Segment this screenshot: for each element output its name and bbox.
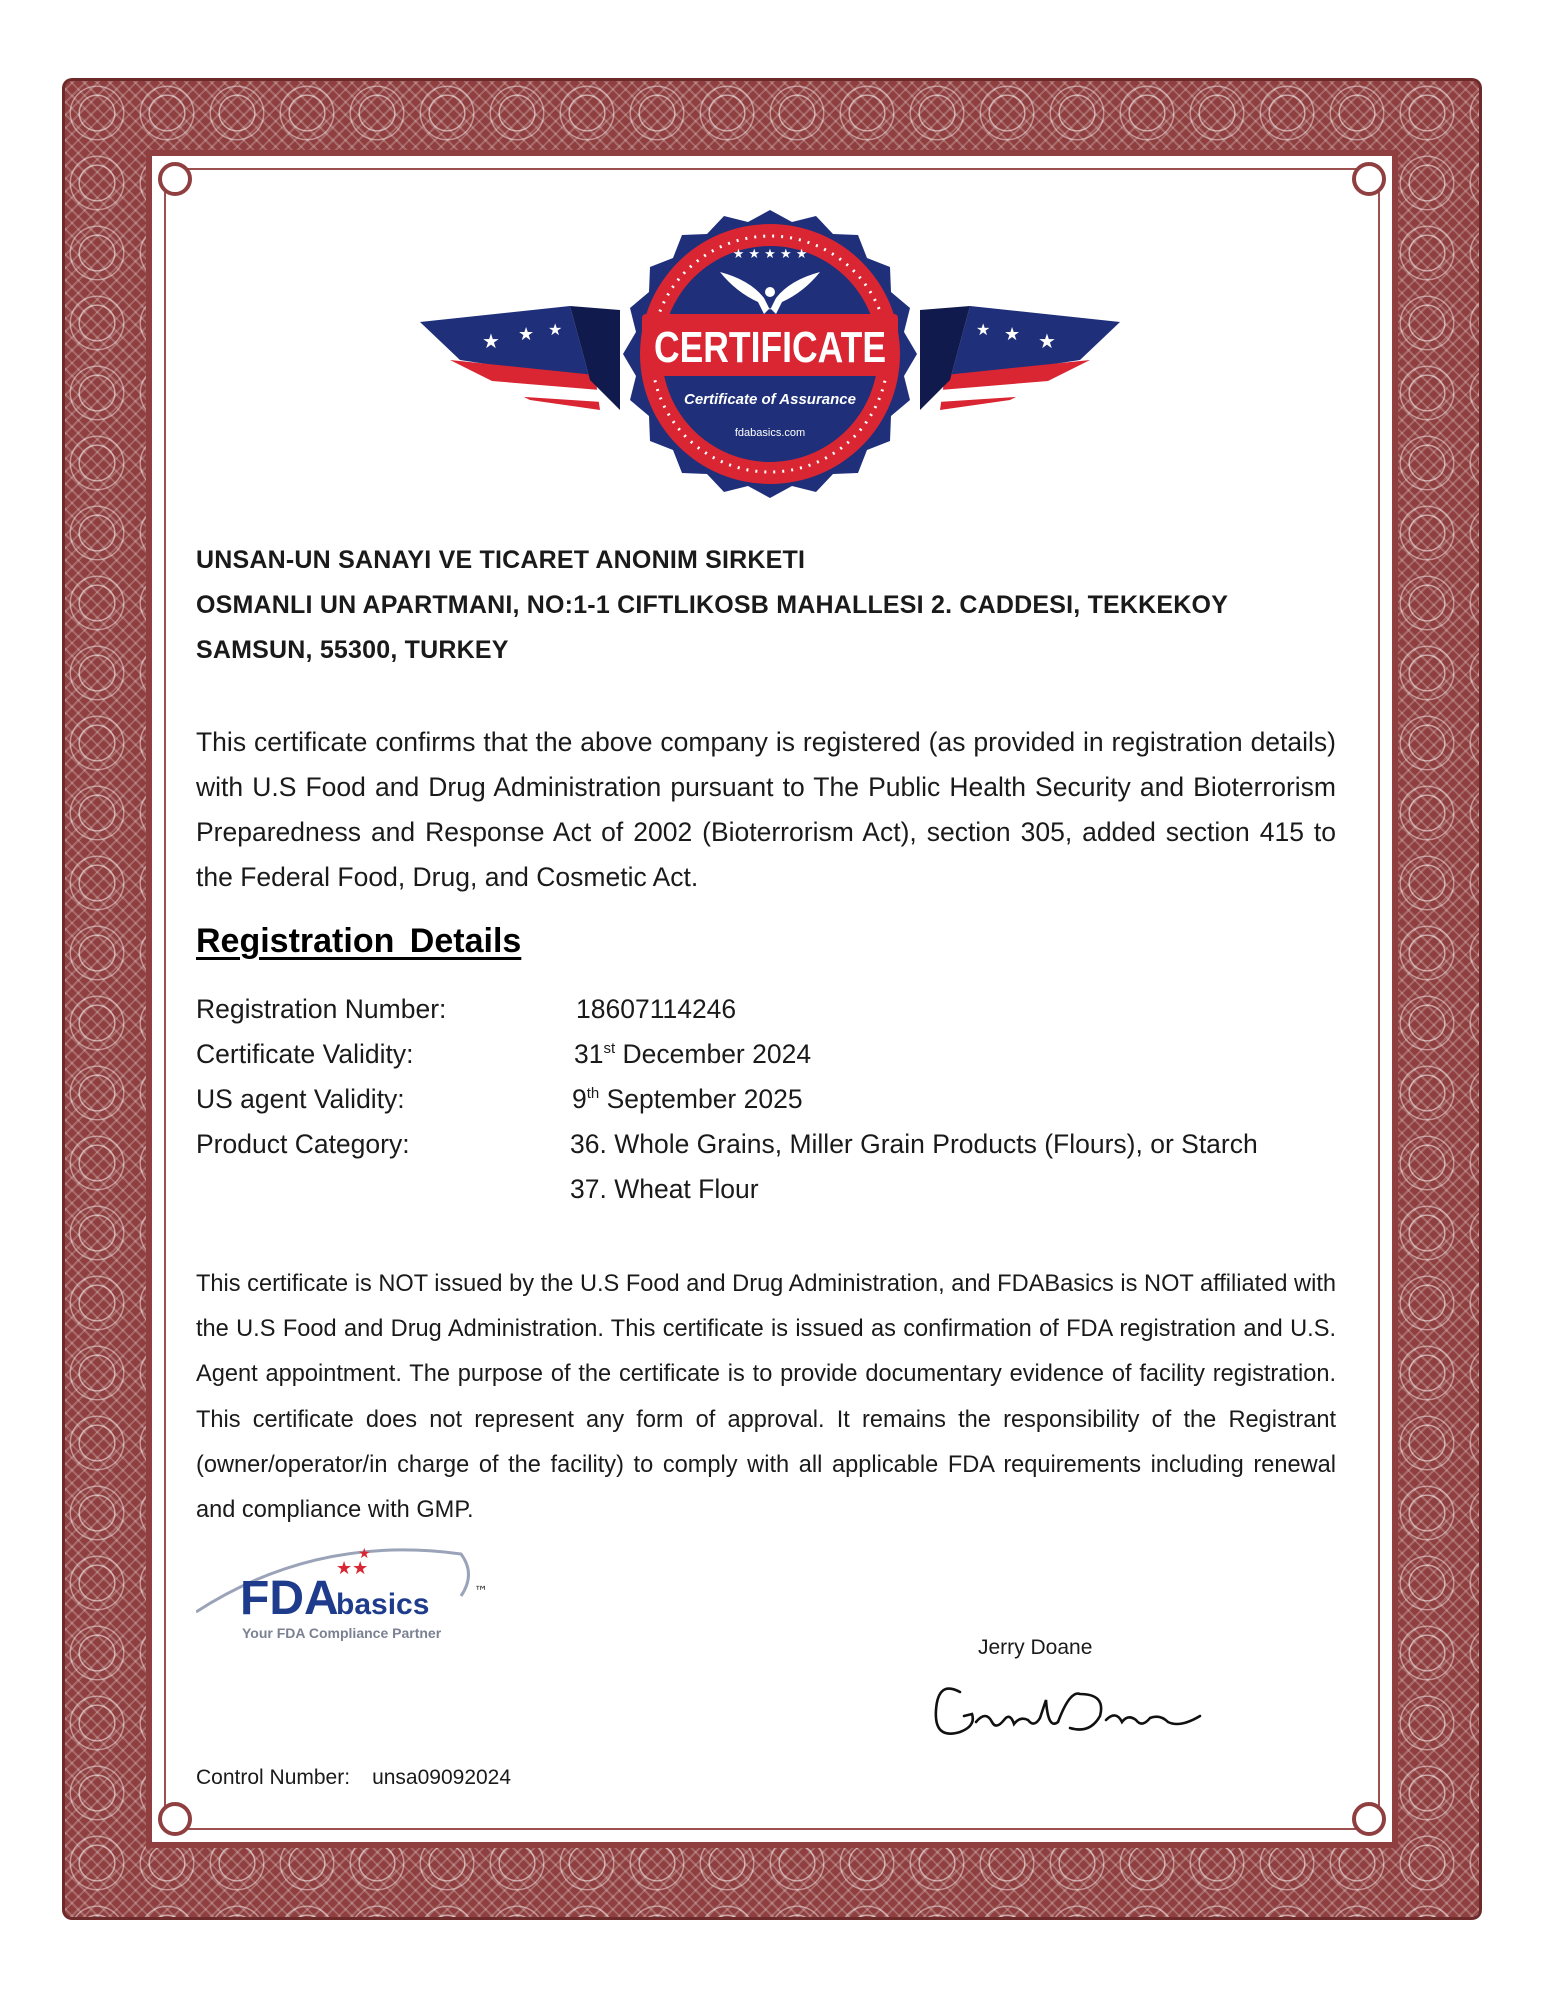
agent-validity-value	[572, 1084, 803, 1115]
certificate-validity-label: Certificate Validity:	[196, 1039, 414, 1069]
agent-validity-day: 9	[572, 1084, 587, 1114]
disclaimer-paragraph: This certificate is NOT issued by the U.S Food and Drug Administration, and FDABasics is NOT affiliated with the U.S Food and Drug Administration. This certificate is issued as confirmation of FDA registration and U.S. Agent appointment. The purpose of the certificate is to provide documentary evidence of facility registration. This certificate does not represent any form of approval. It remains the responsibility of the Registrant (owner/operator/in charge of the facility) to comply with all applicable FDA requirements including renewal and compliance with GMP.	[196, 1271, 1336, 1524]
left-ribbon-icon	[420, 306, 620, 410]
product-category-label: Product Category:	[196, 1129, 410, 1159]
svg-text:★ ★ ★ ★ ★: ★ ★ ★ ★ ★	[732, 247, 808, 262]
corner-ornament-icon	[1352, 1802, 1386, 1836]
svg-text:★: ★	[482, 329, 500, 353]
logo-tagline: Your FDA Compliance Partner	[242, 1625, 442, 1641]
corner-ornament-icon	[158, 162, 192, 196]
certificate-validity-value	[574, 1039, 811, 1070]
fdabasics-logo	[196, 1534, 516, 1654]
svg-text:★: ★	[1004, 324, 1021, 345]
company-address-line1: OSMANLI UN APARTMANI, NO:1-1 CIFTLIKOSB MAHALLESI 2. CADDESI, TEKKEKOY	[196, 591, 1229, 619]
certificate-badge	[420, 210, 1120, 530]
corner-ornament-icon	[1352, 162, 1386, 196]
company-address-line2: SAMSUN, 55300, TURKEY	[196, 636, 509, 664]
svg-text:★: ★	[358, 1546, 371, 1562]
registration-heading: Registration Details	[196, 922, 522, 960]
certificate-validity-day: 31	[574, 1039, 604, 1069]
corner-ornament-icon	[158, 1802, 192, 1836]
logo-basics-text: basics	[336, 1588, 430, 1621]
registration-number-value: 18607114246	[576, 994, 737, 1024]
handwritten-signature	[930, 1670, 1220, 1750]
product-category-1: 36. Whole Grains, Miller Grain Products (Flours), or Starch	[570, 1129, 1258, 1159]
badge-title: CERTIFICATE	[654, 323, 886, 372]
logo-trademark: ™	[474, 1584, 488, 1600]
certificate-validity-suffix: st	[603, 1040, 616, 1057]
registration-number-label: Registration Number:	[196, 994, 447, 1024]
product-category-2: 37. Wheat Flour	[570, 1174, 759, 1204]
agent-validity-rest: September 2025	[599, 1084, 803, 1114]
agent-validity-label: US agent Validity:	[196, 1084, 405, 1114]
company-name: UNSAN-UN SANAYI VE TICARET ANONIM SIRKETI	[196, 546, 806, 574]
badge-subtitle: Certificate of Assurance	[683, 391, 857, 408]
badge-website: fdabasics.com	[734, 427, 806, 439]
confirmation-paragraph: This certificate confirms that the above company is registered (as provided in registration details) with U.S Food and Drug Administration pursuant to The Public Health Security and Bioterrorism Preparedness and Response Act of 2002 (Bioterrorism Act), section 305, added section 415 to the Federal Food, Drug, and Cosmetic Act.	[196, 727, 1336, 892]
svg-text:★★: ★★	[336, 1558, 369, 1579]
svg-text:★: ★	[548, 320, 563, 339]
svg-text:★: ★	[518, 324, 535, 345]
control-number-label: Control Number:	[196, 1766, 351, 1789]
svg-text:★: ★	[976, 320, 991, 339]
control-number-row	[196, 1766, 511, 1790]
control-number-value: unsa09092024	[372, 1766, 512, 1789]
certificate-validity-rest: December 2024	[615, 1039, 812, 1069]
agent-validity-suffix: th	[586, 1085, 600, 1102]
svg-text:★: ★	[1038, 329, 1056, 353]
right-ribbon-icon	[920, 306, 1120, 410]
logo-fda-text: FDA	[240, 1572, 339, 1625]
signer-name: Jerry Doane	[978, 1636, 1093, 1659]
